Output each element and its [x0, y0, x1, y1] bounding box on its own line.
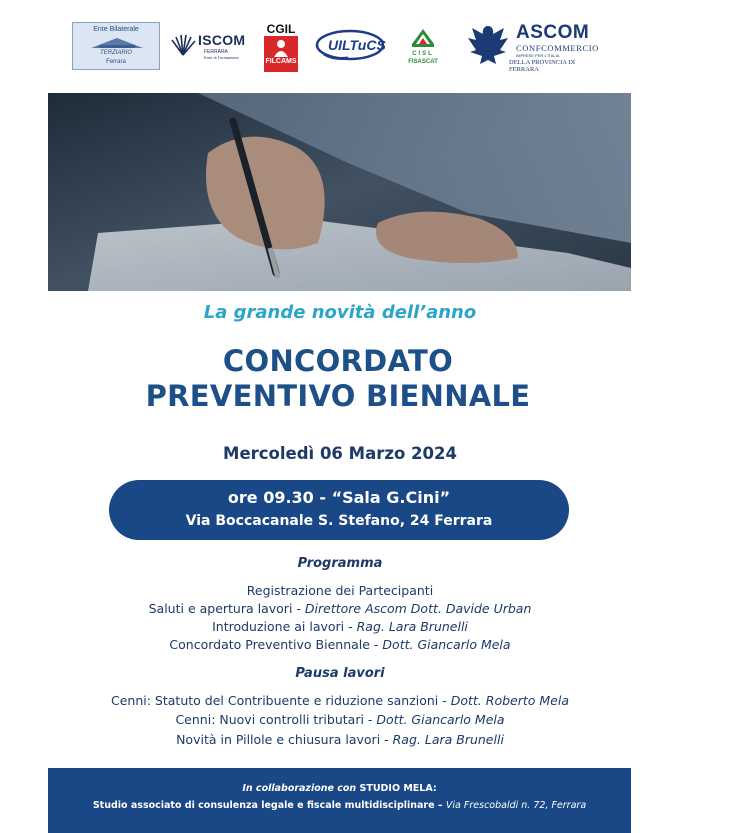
- programma-item-text: Concordato Preventivo Biennale -: [169, 637, 383, 652]
- cgil-label: CGIL: [266, 22, 296, 36]
- footer-collab-line: [48, 783, 631, 794]
- pausa-item-speaker: Dott. Roberto Mela: [450, 693, 569, 708]
- pausa-item: [0, 712, 680, 727]
- terziario-label: TERZIARIO: [99, 50, 132, 56]
- programma-item-speaker: Dott. Giancarlo Mela: [382, 637, 511, 652]
- filcams-label: FILCAMS: [265, 58, 297, 65]
- iscom-sub: FERRARA: [204, 49, 228, 55]
- programma-item-text: Registrazione dei Partecipanti: [246, 583, 434, 598]
- programma-item: [0, 583, 680, 598]
- iscom-sub2: Ente di Formazione: [204, 55, 239, 60]
- uiltucs-logo: [314, 28, 384, 62]
- event-title: [0, 344, 676, 414]
- ascom-logo: [466, 22, 606, 72]
- pausa-item-speaker: Rag. Lara Brunelli: [392, 732, 504, 747]
- event-title-line2: PREVENTIVO BIENNALE: [145, 379, 531, 413]
- eagle-icon: [466, 22, 510, 68]
- event-tagline: La grande novità dell’anno: [203, 302, 477, 323]
- ferrara-label: Ferrara: [106, 59, 126, 65]
- footer-studio-line: [48, 800, 631, 811]
- iscom-logo: [170, 32, 250, 64]
- programma-item: [0, 619, 680, 634]
- pausa-item-text: Novità in Pillole e chiusura lavori -: [176, 732, 393, 747]
- uiltucs-label: UILTuCS: [328, 37, 386, 53]
- fisascat-label: FISASCAT: [408, 59, 438, 65]
- sponsor-logos: [70, 18, 610, 74]
- filcams-figure-icon: [272, 39, 290, 57]
- programma-item: [0, 637, 680, 652]
- footer-studio-address: Via Frescobaldi n. 72, Ferrara: [445, 800, 587, 811]
- confcommercio-label: CONFCOMMERCIO: [516, 43, 599, 53]
- event-time-place: ore 09.30 - “Sala G.Cini”: [227, 488, 451, 507]
- programma-heading: Programma: [297, 556, 383, 571]
- writing-hand-illustration: [48, 93, 631, 291]
- programma-item-text: Introduzione ai lavori -: [212, 619, 357, 634]
- pausa-item-text: Cenni: Statuto del Contribuente e riduzione sanzioni -: [111, 693, 451, 708]
- iscom-name: ISCOM: [198, 32, 246, 48]
- pausa-item: [0, 732, 680, 747]
- footer-studio-desc: Studio associato di consulenza legale e fiscale multidisciplinare –: [92, 800, 446, 811]
- programma-item: [0, 601, 680, 616]
- iscom-fan-icon: [170, 34, 196, 56]
- cisl-label: CISL: [412, 51, 434, 57]
- cgil-filcams-logo: [262, 22, 300, 72]
- ente-bilaterale-label: Ente Bilaterale: [93, 26, 139, 33]
- pausa-item: [0, 693, 680, 708]
- cisl-flag-icon: [410, 26, 436, 50]
- pausa-item-speaker: Dott. Giancarlo Mela: [376, 712, 505, 727]
- footer-collab-label: In collaborazione con: [242, 783, 357, 794]
- pausa-heading: Pausa lavori: [295, 666, 385, 681]
- programma-item-speaker: Direttore Ascom Dott. Davide Urban: [304, 601, 532, 616]
- cisl-fisascat-logo: [396, 26, 450, 68]
- hero-photo-writing-hands: [48, 93, 631, 291]
- filcams-red-block: [264, 36, 298, 72]
- event-date: Mercoledì 06 Marzo 2024: [223, 444, 457, 463]
- pausa-item-text: Cenni: Nuovi controlli tributari -: [175, 712, 377, 727]
- footer-collaboration: [48, 768, 631, 833]
- venue-banner: [109, 480, 569, 540]
- ascom-province: DELLA PROVINCIA DI FERRARA: [509, 59, 576, 73]
- ente-bilaterale-logo: [72, 22, 160, 70]
- programma-item-text: Saluti e apertura lavori -: [148, 601, 305, 616]
- ascom-subline: IMPRESE PER L'ITALIA: [516, 53, 560, 58]
- footer-collab-name: STUDIO MELA:: [356, 783, 437, 794]
- programma-item-speaker: Rag. Lara Brunelli: [356, 619, 468, 634]
- event-title-line1: CONCORDATO: [222, 344, 454, 378]
- terziario-building-icon: [87, 36, 147, 50]
- event-address: Via Boccacanale S. Stefano, 24 Ferrara: [185, 513, 493, 529]
- ascom-name: ASCOM: [516, 22, 590, 43]
